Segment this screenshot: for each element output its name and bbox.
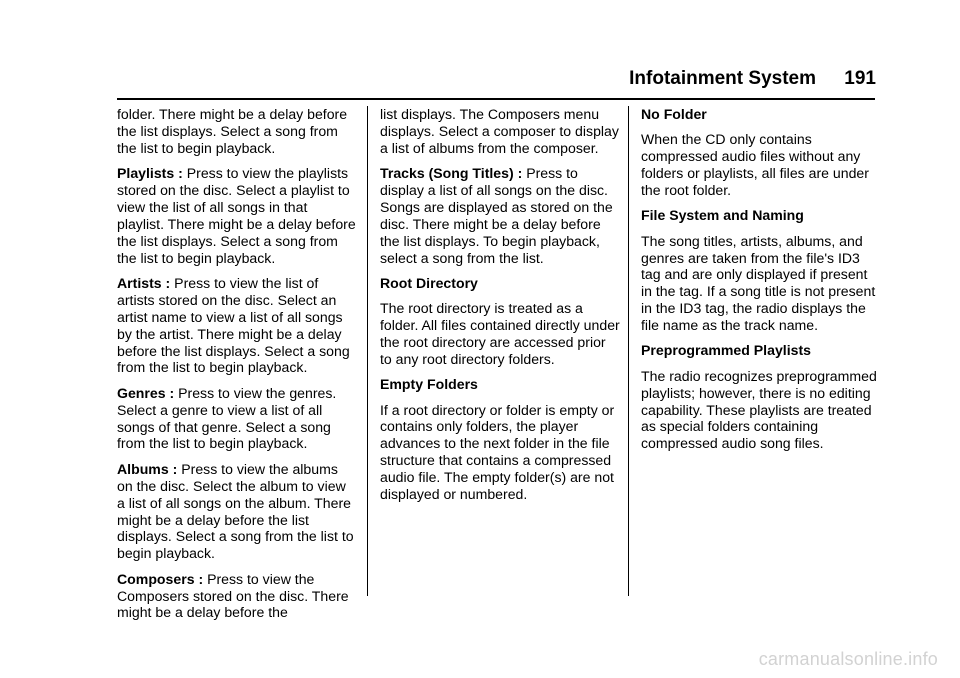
- entry-text: Press to view the list of artists stored on the disc. Select an artist name to view a list of all songs by the artist. There might be a delay before the list displays. Select a song from the list to begin playback.: [117, 274, 350, 376]
- entry-text: Press to view the genres. Select a genre to view a list of all songs of that genre. Select a song from the list to begin playback.: [117, 384, 337, 452]
- albums-entry: [117, 461, 357, 562]
- entry-term: Artists :: [117, 274, 175, 291]
- text-column-1: [117, 106, 357, 630]
- header-divider: [117, 98, 875, 100]
- entry-term: Albums :: [117, 460, 182, 477]
- genres-entry: [117, 385, 357, 453]
- page-number: 191: [844, 68, 876, 89]
- file-system-heading: File System and Naming: [641, 207, 804, 224]
- root-directory-heading: Root Directory: [380, 274, 478, 291]
- preprogrammed-playlists-heading: Preprogrammed Playlists: [641, 342, 811, 359]
- text-column-3: [641, 106, 881, 461]
- section-title: Infotainment System: [629, 68, 816, 89]
- no-folder-text: When the CD only contains compressed audio files without any folders or playlists, all files are under the root folder.: [641, 131, 869, 199]
- tracks-entry: [380, 165, 620, 266]
- entry-term: Tracks (Song Titles) :: [380, 165, 527, 182]
- column-divider: [367, 106, 368, 596]
- entry-term: Playlists :: [117, 165, 187, 182]
- no-folder-heading: No Folder: [641, 106, 707, 122]
- preprogrammed-playlists-text: The radio recognizes preprogrammed playlists; however, there is no editing capability. These playlists are treated as special folders containing compressed audio song files.: [641, 367, 877, 452]
- file-system-text: The song titles, artists, albums, and genres are taken from the file's ID3 tag and are only displayed if present in the tag. If a song title is not present in the ID3 tag, the radio displays the file name as the track name.: [641, 232, 876, 334]
- text-column-2: [380, 106, 620, 511]
- empty-folders-text: If a root directory or folder is empty or contains only folders, the player advances to the next folder in the file structure that contains a compressed audio file. The empty folder(s) are not displayed or numbered.: [380, 401, 615, 503]
- artists-entry: [117, 275, 357, 376]
- page-header: [0, 68, 876, 94]
- paragraph: list displays. The Composers menu displays. Select a composer to display a list of albums from the composer.: [380, 106, 619, 156]
- entry-text: Press to view the playlists stored on the disc. Select a playlist to view the list of all songs in that playlist. There might be a delay before the list displays. Select a song from the list to begin playback.: [117, 165, 356, 266]
- entry-term: Genres :: [117, 384, 179, 401]
- paragraph: folder. There might be a delay before the list displays. Select a song from the list to begin playback.: [117, 106, 348, 156]
- root-directory-text: The root directory is treated as a folder. All files contained directly under the root directory are accessed prior to any root directory folders.: [380, 300, 620, 367]
- column-divider: [628, 106, 629, 596]
- entry-text: Press to display a list of all songs on the disc. Songs are displayed as stored on the disc. There might be a delay before the list displays. To begin playback, select a song from the list.: [380, 165, 613, 266]
- playlists-entry: [117, 165, 357, 266]
- watermark: carmanualsonline.info: [758, 649, 938, 669]
- entry-term: Composers :: [117, 570, 208, 587]
- empty-folders-heading: Empty Folders: [380, 376, 478, 393]
- entry-text: Press to view the Composers stored on the disc. There might be a delay before the: [117, 570, 349, 621]
- composers-entry: [117, 571, 357, 622]
- entry-text: Press to view the albums on the disc. Select the album to view a list of all songs on the album. There might be a delay before the list displays. Select a song from the list to begin playback.: [117, 460, 354, 562]
